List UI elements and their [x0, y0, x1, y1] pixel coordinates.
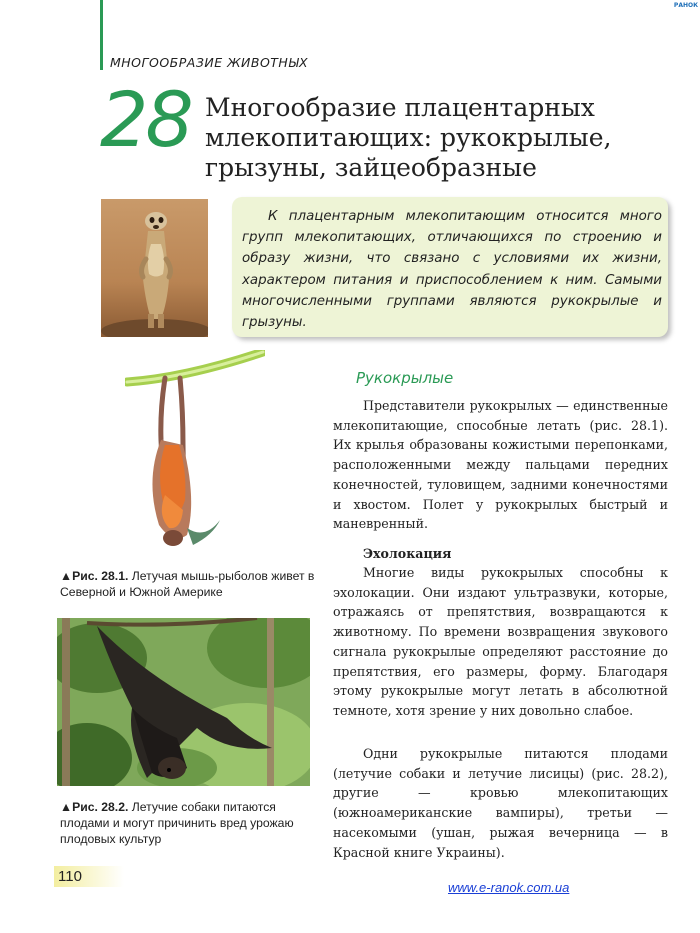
paragraph-2: Многие виды рукокрылых способны к эхолокации. Они издают ультразвуки, которые, отражаясь от препятствия, возвращаются к животному. По времени возвращения звукового сигнала рукокрылые определяют расстояние до препятствия, его размеры, форму. Благодаря этому рукокрылые могут летать в абсолютной темноте, хотя зрение у них довольно слабое. — [333, 565, 668, 718]
chapter-number: 28 — [100, 75, 191, 164]
intro-text: К плацентарным млекопитающим относится много групп млекопитающих, отличающихся по строению и образу жизни, что связано с условиями их жизни, характером питания и приспособлением к ним. Самыми многочисленными группами являются рукокрылые и грызуны. — [242, 209, 662, 331]
section-title: Рукокрылые — [356, 369, 454, 387]
triangle-marker-icon: ▲ — [60, 800, 73, 814]
flying-fox-photo — [57, 618, 310, 786]
meerkat-photo — [101, 199, 208, 337]
figure-label: Рис. 28.2. — [72, 800, 129, 814]
figure-caption-text: Летучие собаки питаются плодами и могут причинить вред урожаю плодовых культур — [60, 800, 294, 846]
footer-url-link[interactable]: www.e-ranok.com.ua — [448, 880, 570, 895]
page-number: 110 — [58, 868, 82, 885]
fishing-bat-illustration — [125, 350, 265, 555]
figure-label: Рис. 28.1. — [72, 569, 129, 583]
paragraph-3: Одни рукокрылые питаются плодами (летучие собаки и летучие лисицы) (рис. 28.2), другие — кровью млекопитающих (южноамериканские вампиры), третьи — насекомыми (ушан, рыжая вечерница — в Красной книге Украины). — [333, 746, 668, 860]
triangle-marker-icon: ▲ — [60, 569, 73, 583]
publisher-logo: РАНОК — [673, 2, 698, 9]
figure-caption-28-1 — [60, 568, 325, 600]
paragraph-1: Представители рукокрылых — единственные млекопитающие, способные летать (рис. 28.1). Их крылья образованы кожистыми перепонками, расположенными между пальцами передних конечностей, туловищем, задними конечностями и хвостом. Полет у рукокрылых быстрый и маневренный. — [333, 398, 668, 532]
figure-caption-28-2 — [60, 799, 325, 847]
figure-caption-text: Летучая мышь-рыболов живет в Северной и Южной Америке — [60, 569, 315, 599]
chapter-title: Многообразие плацентарных млекопитающих: рукокрылые, грызуны, зайцеобразные — [205, 93, 612, 182]
section-divider-bar — [100, 0, 103, 70]
subheading-echolocation: Эхолокация — [363, 546, 452, 561]
section-label: МНОГООБРАЗИЕ ЖИВОТНЫХ — [110, 55, 309, 70]
